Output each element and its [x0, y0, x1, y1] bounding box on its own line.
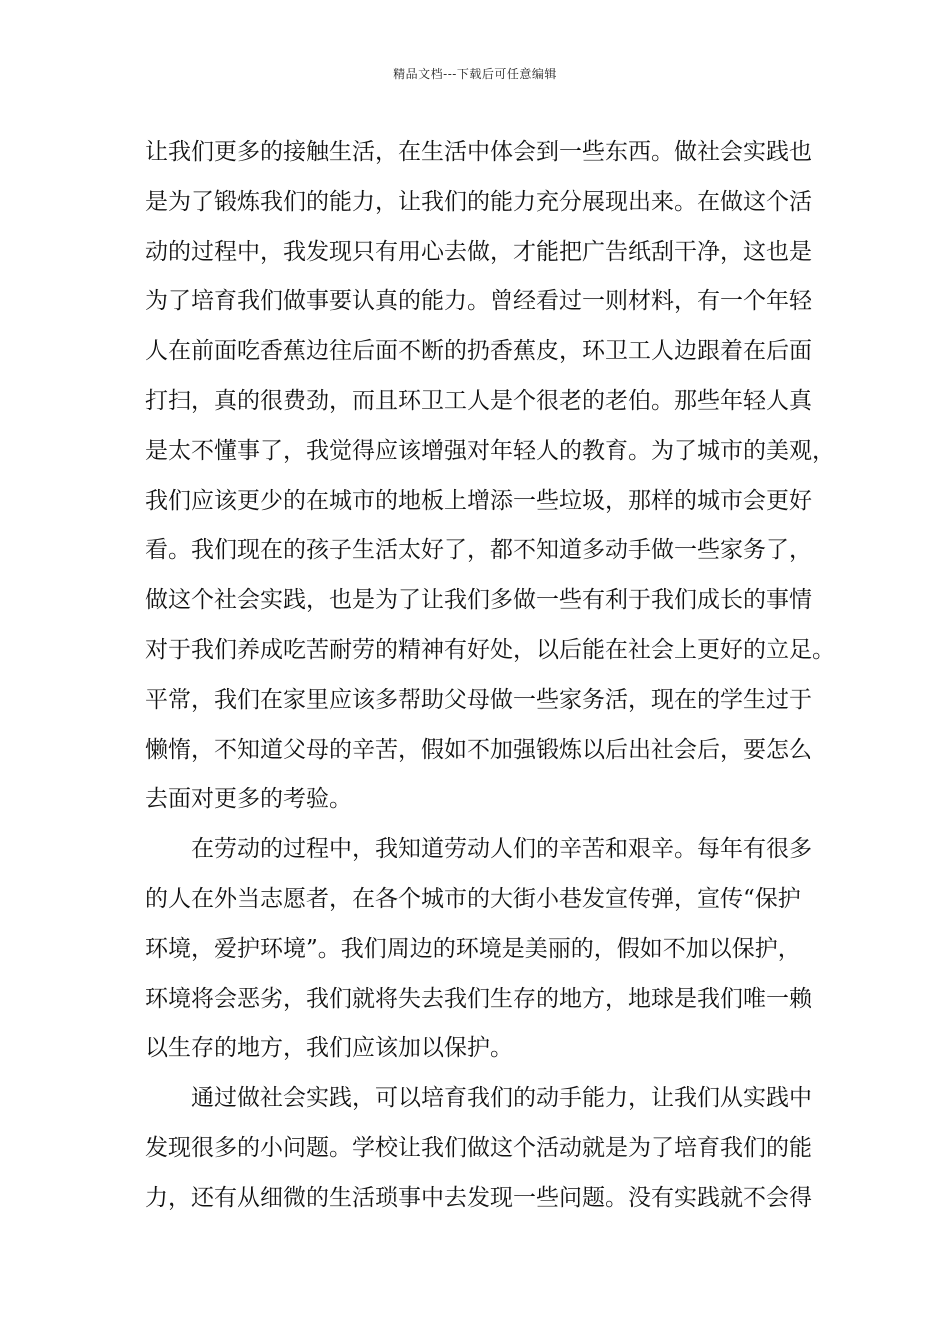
document-body — [145, 128, 845, 1224]
text-line: 以生存的地方，我们应该加以保护。 — [145, 1035, 513, 1062]
paragraph-2 — [145, 825, 845, 1074]
text-line: 通过做社会实践，可以培育我们的动手能力，让我们从实践中 — [191, 1085, 812, 1112]
text-line: 为了培育我们做事要认真的能力。曾经看过一则材料，有一个年轻 — [145, 288, 812, 315]
page-header: 精品文档---下载后可任意编辑 — [393, 67, 557, 81]
text-line: 平常，我们在家里应该多帮助父母做一些家务活，现在的学生过于 — [145, 686, 812, 713]
text-line: 发现很多的小问题。学校让我们做这个活动就是为了培育我们的能 — [145, 1134, 812, 1161]
text-line: 在劳动的过程中，我知道劳动人们的辛苦和艰辛。每年有很多 — [191, 836, 812, 863]
text-line: 是为了锻炼我们的能力，让我们的能力充分展现出来。在做这个活 — [145, 188, 812, 215]
text-line: 懒惰，不知道父母的辛苦，假如不加强锻炼以后出社会后，要怎么 — [145, 736, 812, 763]
text-line: 打扫，真的很费劲，而且环卫工人是个很老的老伯。那些年轻人真 — [145, 387, 812, 414]
text-line: 我们应该更少的在城市的地板上增添一些垃圾，那样的城市会更好 — [145, 487, 812, 514]
text-line: 让我们更多的接触生活，在生活中体会到一些东西。做社会实践也 — [145, 139, 812, 165]
text-line: 看。我们现在的孩子生活太好了，都不知道多动手做一些家务了， — [145, 537, 812, 564]
text-line: 对于我们养成吃苦耐劳的精神有好处，以后能在社会上更好的立足。 — [145, 636, 835, 663]
text-line: 去面对更多的考验。 — [145, 786, 352, 813]
paragraph-3 — [145, 1074, 845, 1223]
text-line: 动的过程中，我发现只有用心去做，才能把广告纸刮干净，这也是 — [145, 238, 812, 265]
text-line: 人在前面吃香蕉边往后面不断的扔香蕉皮，环卫工人边跟着在后面 — [145, 338, 812, 365]
text-line: 是太不懂事了，我觉得应该增强对年轻人的教育。为了城市的美观， — [145, 437, 835, 464]
text-line: 做这个社会实践，也是为了让我们多做一些有利于我们成长的事情 — [145, 587, 812, 614]
text-line: 环境，爱护环境”。我们周边的环境是美丽的，假如不加以保护， — [145, 935, 801, 962]
paragraph-1 — [145, 128, 845, 825]
text-line: 环境将会恶劣，我们就将失去我们生存的地方，地球是我们唯一赖 — [145, 985, 812, 1012]
text-line: 的人在外当志愿者，在各个城市的大街小巷发宣传弹，宣传“保护 — [145, 885, 801, 912]
text-line: 力，还有从细微的生活琐事中去发现一些问题。没有实践就不会得 — [145, 1184, 812, 1211]
